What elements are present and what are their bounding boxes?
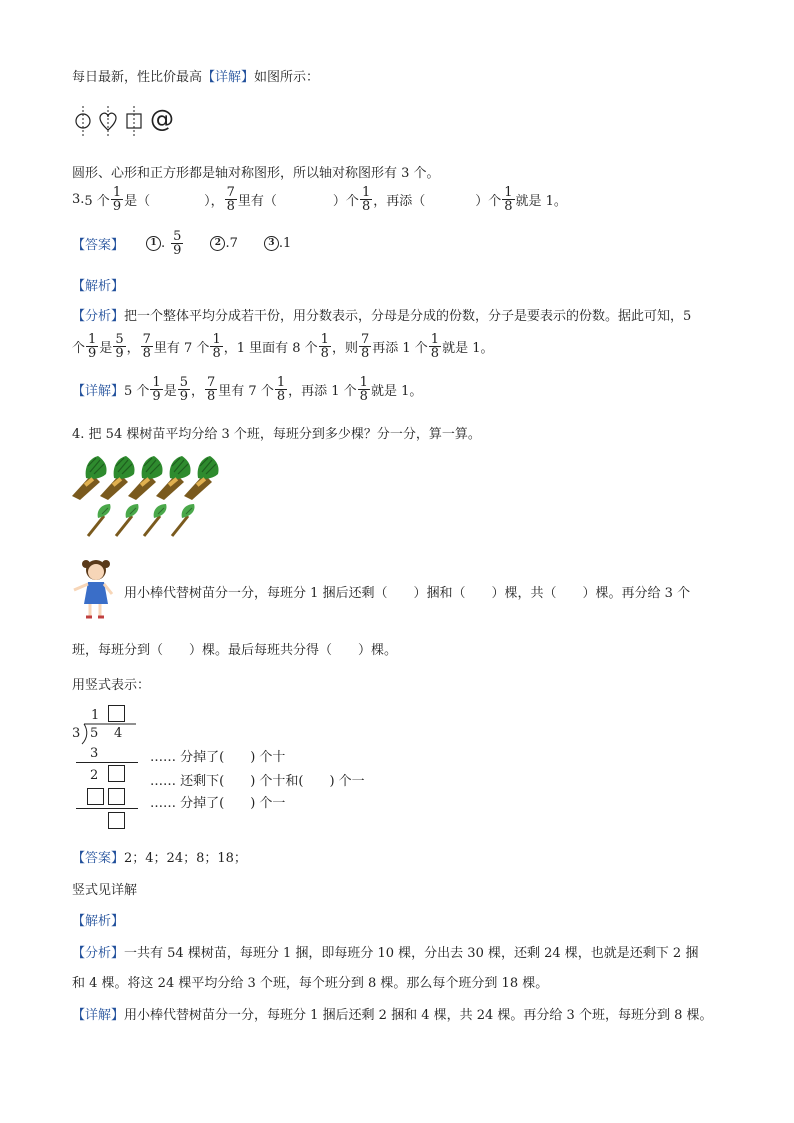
label-fenxi: 【分析】: [72, 946, 125, 961]
q4-answer: [72, 847, 247, 866]
q4-question: 4. 把 54 棵树苗平均分给 3 个班，每班分到多少棵？分一分，算一算。: [72, 427, 481, 442]
q3-question: [72, 186, 567, 213]
answer-value: .1: [278, 236, 292, 251]
division-bracket: [70, 722, 140, 746]
label-answer: 【答案】: [72, 238, 125, 253]
label-jiexi: 【解析】: [72, 279, 125, 294]
dividend-ones: 4: [114, 726, 123, 741]
q3-text: ）个: [332, 194, 359, 209]
heart-shape: [100, 106, 116, 136]
q3-text: ）个: [475, 194, 502, 209]
q3-text: 5 个: [84, 194, 110, 209]
circled-number: 3: [264, 236, 279, 251]
long-division: [70, 702, 400, 834]
fraction: $\frac{1}{9}$: [88, 332, 97, 361]
tree-seedling: [144, 504, 167, 536]
circled-number: 2: [210, 236, 225, 251]
square-shape: [127, 106, 141, 136]
symmetry-shapes-figure: [72, 104, 182, 138]
remainder-tens: 2: [90, 768, 99, 783]
fenxi-text: 把一个整体平均分成若干份，用分数表示，分母是分成的份数，分子是要表示的份数。据此可知，5: [124, 309, 692, 324]
q3-text: 是（: [124, 194, 151, 209]
fraction: $\frac{7}{8}$: [207, 375, 216, 404]
answer-text: 2；4；24；8；18；: [124, 851, 247, 866]
tree-bundle: [156, 456, 191, 500]
tree-seedling: [172, 504, 195, 536]
fraction: $\frac{1}{8}$: [361, 185, 371, 214]
label-xiangjie: 【详解】: [72, 384, 125, 399]
fraction: $\frac{1}{8}$: [212, 332, 221, 361]
quotient-ones-box[interactable]: [108, 705, 125, 722]
note-ones-distributed: …… 分掉了( ) 个一: [150, 796, 286, 811]
answer-value: .7: [225, 236, 238, 251]
xiangjie-text: 用小棒代替树苗分一分，每班分 1 捆后还剩 2 捆和 4 棵，共 24 棵。再分给 3 个班，每班分到 8 棵。: [124, 1008, 713, 1023]
quotient-tens: 1: [91, 708, 100, 723]
q4-line2: 班，每班分到（ ）棵。最后每班共分得（ ）棵。: [72, 643, 398, 658]
tree-bundle: [128, 456, 163, 500]
fenxi-text: 一共有 54 棵树苗，每班分 1 捆，即每班分 10 棵，分出去 30 棵，还剩 24 棵，也就是还剩下 2 捆: [124, 946, 699, 961]
subtract-tens: 3: [90, 746, 99, 761]
divisor: 3: [72, 726, 81, 741]
q3-fenxi-line2: 个 $\frac{1}{9}$ 是 $\frac{5}{9}$ ， $\frac{7}{8}$ 里有 7 个 $\frac{1}{8}$ ，1 里面有 8 个 $\frac{1}{8}$ ，则 $\frac{7}{8}$ 再添 1 个 $\frac{1}{8}$ 就是 1。: [72, 332, 494, 361]
q3-number: 3.: [72, 192, 85, 207]
header-prefix: 每日最新，性比价最高: [72, 70, 203, 85]
note-remainder: …… 还剩下( ) 个十和( ) 个一: [150, 774, 365, 789]
header-line: [72, 66, 319, 85]
q3-text: 就是 1。: [515, 194, 567, 209]
tree-seedlings-illustration: [70, 452, 230, 544]
girl-svg: [70, 556, 118, 622]
label-fenxi: 【分析】: [72, 309, 125, 324]
subtract2-tens-box[interactable]: [87, 788, 104, 805]
q4-fenxi-line2: 和 4 棵。将这 24 棵平均分给 3 个班，每个班分到 8 棵。那么每个班分到 18 棵。: [72, 976, 549, 991]
tree-bundle: [72, 456, 107, 500]
tree-seedling: [116, 504, 139, 536]
fraction: $\frac{1}{8}$: [320, 332, 329, 361]
label-xiangjie: 【详解】: [72, 1008, 125, 1023]
at-symbol: @: [150, 105, 174, 133]
label-answer: 【答案】: [72, 851, 125, 866]
division-line: [76, 808, 138, 809]
tree-bundles-svg: [70, 452, 230, 544]
tree-bundle: [100, 456, 135, 500]
q4-answer2: 竖式见详解: [72, 883, 138, 898]
tree-seedling: [88, 504, 111, 536]
subtract2-ones-box[interactable]: [108, 788, 125, 805]
fraction: $\frac{1}{9}$: [112, 185, 122, 214]
q3-text: ，再添（: [373, 194, 426, 209]
q4-fenxi-line1: [72, 942, 698, 961]
division-line: [76, 762, 138, 763]
fraction: $\frac{7}{8}$: [142, 332, 151, 361]
q3-xiangjie: 【详解】 5 个 $\frac{1}{9}$ 是 $\frac{5}{9}$ ， $\frac{7}{8}$ 里有 7 个 $\frac{1}{8}$ ，再添 1 个 $\frac{1}{8}$ 就是 1。: [72, 375, 423, 404]
fraction: $\frac{1}{8}$: [276, 375, 286, 404]
q3-answer: 【答案】 1 . $\frac{5}{9}$ 2 .7 3 .1: [72, 229, 292, 258]
q4-xiangjie: [72, 1004, 713, 1023]
fraction: $\frac{1}{8}$: [359, 375, 368, 404]
label-xiangjie: 【详解】: [202, 70, 255, 85]
final-remainder-box[interactable]: [108, 812, 125, 829]
fraction: $\frac{7}{8}$: [360, 332, 370, 361]
fraction: $\frac{5}{9}$: [173, 229, 182, 258]
header-text: 如图所示：: [254, 70, 320, 85]
fraction: $\frac{7}{8}$: [226, 185, 235, 214]
fraction: $\frac{5}{9}$: [179, 375, 188, 404]
label-jiexi: 【解析】: [72, 914, 125, 929]
note-tens-distributed: …… 分掉了( ) 个十: [150, 750, 286, 765]
fraction: $\frac{1}{8}$: [430, 332, 440, 361]
tree-bundle: [184, 456, 219, 500]
q3-text: ），: [204, 194, 224, 209]
q3-text: 里有（: [237, 194, 277, 209]
fraction: $\frac{1}{8}$: [504, 185, 513, 214]
q3-fenxi-line1: [72, 305, 691, 324]
fraction: $\frac{1}{9}$: [152, 375, 161, 404]
q4-line1: 用小棒代替树苗分一分，每班分 1 捆后还剩（ ）捆和（ ）棵，共（ ）棵。再分给 3 个: [124, 586, 691, 601]
circle-shape: [76, 106, 90, 136]
girl-illustration: [70, 556, 118, 622]
circled-number: 1: [146, 236, 161, 251]
fraction: $\frac{5}{9}$: [115, 332, 124, 361]
q4-vertical-label: 用竖式表示：: [72, 678, 151, 693]
dividend-tens: 5: [90, 726, 99, 741]
symmetry-note: 圆形、心形和正方形都是轴对称图形，所以轴对称图形有 3 个。: [72, 166, 440, 181]
remainder-ones-box[interactable]: [108, 765, 125, 782]
